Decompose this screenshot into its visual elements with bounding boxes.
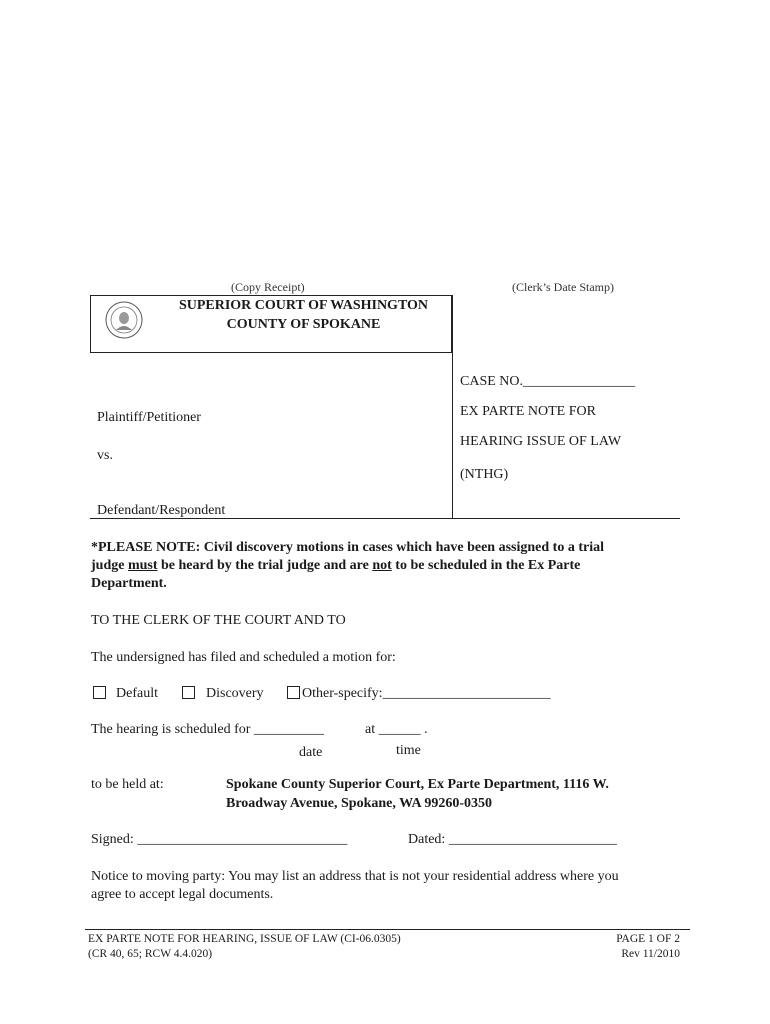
hearing-time-field[interactable]: at ______ . [365,722,428,737]
note-must: must [127,558,158,573]
notice-line1: Notice to moving party: You may list an address that is not your residential address where you [91,869,619,884]
note-text: be heard by the trial judge and are [157,558,373,573]
please-note [91,540,691,592]
note-line1: *PLEASE NOTE: Civil discovery motions in cases which have been assigned to a trial [91,540,604,555]
location-line2: Broadway Avenue, Spokane, WA 99260-0350 [226,796,493,811]
case-number-field[interactable]: CASE NO.________________ [460,374,636,389]
court-name-line1: SUPERIOR COURT OF WASHINGTON [178,298,429,313]
footer-citation: (CR 40, 65; RCW 4.4.020) [88,948,213,960]
note-text: judge [91,558,128,573]
form-title-line2: HEARING ISSUE OF LAW [460,434,622,449]
discovery-checkbox[interactable] [182,686,195,699]
form-code: (NTHG) [460,467,509,482]
footer-page-number: PAGE 1 OF 2 [616,933,680,945]
held-at-label: to be held at: [91,777,164,792]
notice-line2: agree to accept legal documents. [91,887,274,902]
location-line1: Spokane County Superior Court, Ex Parte Department, 1116 W. [226,777,609,792]
note-not: not [372,558,392,573]
signed-field[interactable]: Signed: ______________________________ [91,832,348,847]
other-checkbox[interactable] [287,686,300,699]
time-caption: time [396,743,421,758]
footer-revision: Rev 11/2010 [621,948,680,960]
washington-seal-icon [104,300,144,340]
copy-receipt-label: (Copy Receipt) [231,280,305,294]
undersigned-text: The undersigned has filed and scheduled a motion for: [91,650,396,665]
note-line3: Department. [91,576,167,591]
footer-rule [85,929,690,930]
defendant-label: Defendant/Respondent [97,503,226,518]
other-specify-field[interactable]: Other-specify:________________________ [302,686,551,701]
clerks-date-stamp-label: (Clerk’s Date Stamp) [512,280,614,294]
caption-divider [452,295,453,519]
dated-field[interactable]: Dated: ________________________ [408,832,617,847]
discovery-label: Discovery [206,686,264,701]
footer-form-title: EX PARTE NOTE FOR HEARING, ISSUE OF LAW (CI-06.0305) [88,933,401,945]
vs-label: vs. [97,448,113,463]
hearing-date-field[interactable]: The hearing is scheduled for __________ [91,722,324,737]
default-label: Default [116,686,158,701]
court-name-line2: COUNTY OF SPOKANE [226,317,381,332]
plaintiff-label: Plaintiff/Petitioner [97,410,201,425]
to-clerk-text: TO THE CLERK OF THE COURT AND TO [91,613,346,628]
default-checkbox[interactable] [93,686,106,699]
date-caption: date [299,745,323,760]
form-title-line1: EX PARTE NOTE FOR [460,404,596,419]
note-line2 [91,558,691,574]
note-text: to be scheduled in the Ex Parte [391,558,581,573]
